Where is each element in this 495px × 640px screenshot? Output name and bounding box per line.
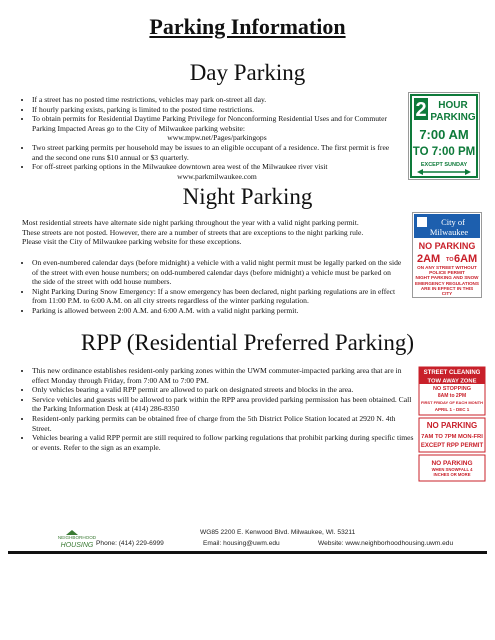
night-intro-line: These streets are not posted. However, there are a number of streets that are exceptions to the night parking rule. xyxy=(22,227,364,237)
list-item: • Night Parking During Snow Emergency: If a snow emergency has been declared, night parking regulations are in effect from 11:00 P.M. to 6:00 A.M. on all city streets regardless of the winter parking regulation. xyxy=(32,287,402,306)
night-to: TO xyxy=(446,257,454,263)
page-title: Parking Information xyxy=(149,14,346,39)
rpp-sign-l10: NO PARKING xyxy=(431,460,473,467)
rpp-sign-graphic xyxy=(418,366,486,482)
sign-hour-word: HOUR xyxy=(438,100,468,111)
list-item: • If hourly parking exists, parking is limited to the posted time restrictions. xyxy=(32,105,402,115)
footer-email[interactable]: Email: housing@uwm.edu xyxy=(203,540,280,547)
logo-bottom-text: HOUSING xyxy=(60,542,94,549)
footer-phone: Phone: (414) 229-6999 xyxy=(96,540,164,547)
list-item: • Only vehicles bearing a valid RPP permit are allowed to park on designated streets and blocks in the area. xyxy=(32,385,414,395)
logo-top-text: NEIGHBORHOOD xyxy=(57,535,97,540)
rpp-heading: RPP (Residential Preferred Parking) xyxy=(80,330,415,355)
rpp-sign-l5: FIRST FRIDAY OF EACH MONTH xyxy=(420,400,484,405)
two-hour-parking-sign xyxy=(408,92,480,180)
rpp-section xyxy=(10,366,414,452)
rpp-street-sign xyxy=(418,366,486,482)
rpp-sign-l8: 7AM TO 7PM MON-FRI xyxy=(421,434,483,440)
parkmilwaukee-link[interactable]: www.parkmilwaukee.com xyxy=(177,171,257,181)
mpw-link[interactable]: www.mpw.net/Pages/parkingops xyxy=(167,133,267,143)
night-regulations-text: NIGHT PARKING AND SNOW EMERGENCY REGULATIONS ARE IN EFFECT IN THIS CITY xyxy=(415,275,479,295)
city-logo-icon xyxy=(417,217,427,227)
night-no-parking: NO PARKING xyxy=(418,241,476,251)
night-end: 6AM xyxy=(454,253,478,265)
sign-except-text: EXCEPT SUNDAY xyxy=(420,162,468,168)
list-item: • Two street parking permits per household may be issues to an eligible occupant of a residence. The first permit is free and the second one runs $10 annual or $3 quarterly. xyxy=(32,143,402,162)
day-parking-section xyxy=(10,95,402,181)
sign-end-time: TO 7:00 PM xyxy=(412,146,476,158)
list-item xyxy=(32,114,402,143)
sign-parking-word: PARKING xyxy=(430,112,476,123)
list-item xyxy=(32,162,402,181)
permit-text: To obtain permits for Residential Daytime Parking Privilege for Nonconforming Residential Uses and for Commuter Parking Impacted Areas go to the City of Milwaukee parking website: xyxy=(32,114,388,133)
rpp-sign-l7: NO PARKING xyxy=(426,421,478,430)
footer-divider xyxy=(8,551,487,554)
rpp-sign-l11: WHEN SNOWFALL 4 INCHES OR MORE xyxy=(431,467,473,477)
rpp-sign-l1: STREET CLEANING xyxy=(423,370,481,376)
list-item: • Resident-only parking permits can be obtained free of charge from the 5th District Police Station located at 2920 N. 4th Street. xyxy=(32,414,414,433)
night-intro-line: Most residential streets have alternate side night parking throughout the year with a valid night parking permit. xyxy=(22,218,359,227)
rpp-sign-l9: EXCEPT RPP PERMIT xyxy=(420,443,484,449)
night-parking-intro xyxy=(22,218,402,247)
night-start: 2AM xyxy=(417,253,441,265)
night-parking-heading: Night Parking xyxy=(182,184,313,209)
offstreet-text: For off-street parking options in the Milwaukee downtown area west of the Milwaukee river visit xyxy=(32,162,328,172)
list-item: • Vehicles bearing a valid RPP permit are still required to follow parking regulations that prohibit parking during specific times or events. Refer to the sign as an example. xyxy=(32,433,414,452)
city-line-1: City of xyxy=(441,217,465,227)
list-item: • On even-numbered calendar days (before midnight) a vehicle with a valid night permit must be legally parked on the side of the street with even house numbers; on odd-numbered calendar days (before midnight) a vehicle must be parked on the side of the street with odd house numbers. xyxy=(32,258,402,287)
list-item: • Service vehicles and guests will be allowed to park within the RPP area provided parking permission has been obtained. Call the Parking Information Desk at (414) 286-8350 xyxy=(32,395,414,414)
rpp-sign-l4: 8AM to 2PM xyxy=(437,393,467,399)
day-parking-heading: Day Parking xyxy=(189,60,306,85)
list-item: • Parking is allowed between 2:00 A.M. and 6:00 A.M. with a valid night parking permit. xyxy=(32,306,402,316)
day-parking-list xyxy=(10,95,402,181)
sign-hour-number: 2 xyxy=(415,99,427,121)
rpp-sign-l2: TOW AWAY ZONE xyxy=(427,378,477,385)
night-sign-graphic xyxy=(413,213,481,297)
city-line-2: Milwaukee xyxy=(429,227,469,237)
list-item: • This new ordinance establishes resident-only parking zones within the UWM commuter-impacted parking area that are in effect Monday through Friday, from 7:00 AM to 7:00 PM. xyxy=(32,366,414,385)
night-parking-section xyxy=(10,258,402,316)
night-parking-list xyxy=(10,258,402,316)
footer-address: WG85 2200 E. Kenwood Blvd. Milwaukee, WI. 53211 xyxy=(200,529,356,536)
sign-start-time: 7:00 AM xyxy=(419,127,469,142)
night-intro-line: Please visit the City of Milwaukee parking website for these exceptions. xyxy=(22,237,242,247)
rpp-sign-l6: APRIL 1 - DEC 1 xyxy=(434,407,470,412)
rpp-list xyxy=(10,366,414,452)
two-hour-sign-graphic xyxy=(409,93,479,179)
night-permit-text: ON ANY STREET WITHOUT POLICE PERMIT xyxy=(417,265,477,276)
list-item: • If a street has no posted time restrictions, vehicles may park on-street all day. xyxy=(32,95,402,105)
footer-website[interactable]: Website: www.neighborhoodhousing.uwm.edu xyxy=(318,540,454,547)
no-parking-night-sign xyxy=(412,212,482,298)
rpp-sign-l3: NO STOPPING xyxy=(432,386,472,392)
